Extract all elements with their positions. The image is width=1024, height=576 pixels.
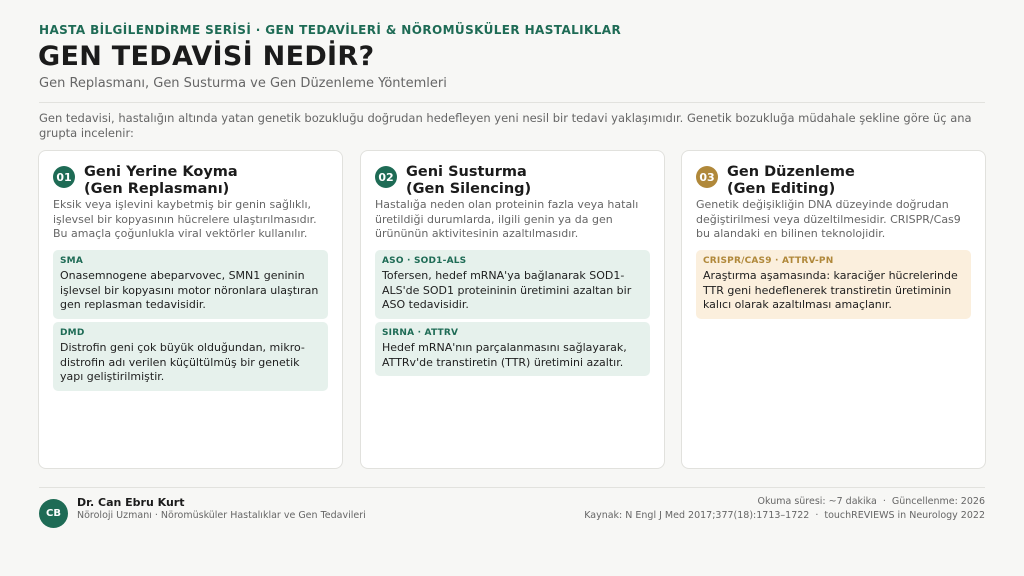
updated-date: Güncellenme: 2026: [891, 496, 985, 507]
note-sirna-attrv: [375, 322, 650, 376]
card-title-line2: (Gen Replasmanı): [84, 181, 230, 197]
note-text: Distrofin geni çok büyük olduğundan, mikro-distrofin adı verilen küçültülmüş bir genetik yapı geliştirilmiştir.: [60, 341, 305, 383]
note-tag: DMD: [60, 328, 85, 338]
source-citation: touchREVIEWS in Neurology 2022: [824, 510, 985, 521]
note-text: Tofersen, hedef mRNA'ya bağlanarak SOD1-ALS'de SOD1 proteininin üretimini azaltan bir ASO tedavisidir.: [382, 269, 632, 311]
card-title-line2: (Gen Editing): [727, 181, 836, 197]
note-aso-sod1-als: [375, 250, 650, 319]
header-divider: [39, 102, 985, 103]
author-role: Nöroloji Uzmanı · Nöromüsküler Hastalıklar ve Gen Tedavileri: [77, 510, 366, 521]
page-title: GEN TEDAVİSİ NEDİR?: [38, 41, 375, 72]
avatar: CB: [39, 499, 68, 528]
card-gene-silencing: [360, 150, 665, 469]
note-sma: [53, 250, 328, 319]
note-text: Hedef mRNA'nın parçalanmasını sağlayarak, ATTRv'de transtiretin (TTR) üretimini azaltır.: [382, 341, 627, 369]
source-citations: [584, 510, 985, 521]
note-tag: ASO · SOD1-ALS: [382, 256, 467, 266]
page-subtitle: Gen Replasmanı, Gen Susturma ve Gen Düzenleme Yöntemleri: [39, 76, 447, 91]
note-text: Araştırma aşamasında: karaciğer hücrelerinde TTR geni hedeflenerek transtiretin üretiminin kalıcı olarak azaltılması amaçlanır.: [703, 269, 958, 311]
footer-divider: [39, 487, 985, 488]
step-number-badge: 01: [53, 166, 75, 188]
meta-separator: ·: [882, 496, 886, 507]
card-title: [406, 164, 531, 198]
note-tag: CRISPR/CAS9 · ATTRV-PN: [703, 256, 834, 266]
card-title: [727, 164, 855, 198]
card-title: [84, 164, 238, 198]
card-gene-editing: [681, 150, 986, 469]
source-citation: Kaynak: N Engl J Med 2017;377(18):1713–1722: [584, 510, 810, 521]
note-crispr-attrv-pn: [696, 250, 971, 319]
meta-separator: ·: [815, 510, 819, 521]
article-meta: [758, 496, 985, 507]
step-number-badge: 02: [375, 166, 397, 188]
note-dmd: [53, 322, 328, 391]
card-title-line1: Gen Düzenleme: [727, 164, 855, 180]
card-gene-replacement: [38, 150, 343, 469]
card-title-line2: (Gen Silencing): [406, 181, 532, 197]
note-text: Onasemnogene abeparvovec, SMN1 geninin işlevsel bir kopyasını motor nöronlara ulaştıran gen replasman tedavisidir.: [60, 269, 319, 311]
series-label: HASTA BİLGİLENDİRME SERİSİ · GEN TEDAVİLERİ & NÖROMÜSKÜLER HASTALIKLAR: [39, 23, 622, 37]
author-name: Dr. Can Ebru Kurt: [77, 496, 185, 509]
note-tag: SIRNA · ATTRV: [382, 328, 459, 338]
card-description: Hastalığa neden olan proteinin fazla veya hatalı üretildiği durumlarda, ilgili genin ya da gen ürününün aktivitesinin azaltılmasıdır.: [375, 198, 639, 240]
note-tag: SMA: [60, 256, 84, 266]
card-title-line1: Geni Susturma: [406, 164, 527, 180]
card-description: Eksik veya işlevini kaybetmiş bir genin sağlıklı, işlevsel bir kopyasının hücrelere ulaştırılmasıdır. Bu amaçla çoğunlukla viral vektörler kullanılır.: [53, 198, 317, 240]
step-number-badge: 03: [696, 166, 718, 188]
reading-time: Okuma süresi: ~7 dakika: [757, 496, 877, 507]
intro-text: Gen tedavisi, hastalığın altında yatan genetik bozukluğu doğrudan hedefleyen yeni nesil bir tedavi yaklaşımıdır. Genetik bozukluğa müdahale şekline göre üç ana grupta incelenir:: [39, 111, 972, 140]
card-title-line1: Geni Yerine Koyma: [84, 164, 238, 180]
card-description: Genetik değişikliğin DNA düzeyinde doğrudan değiştirilmesi veya düzeltilmesidir. CRISPR/Cas9 bu alandaki en bilinen teknolojidir.: [696, 198, 961, 240]
